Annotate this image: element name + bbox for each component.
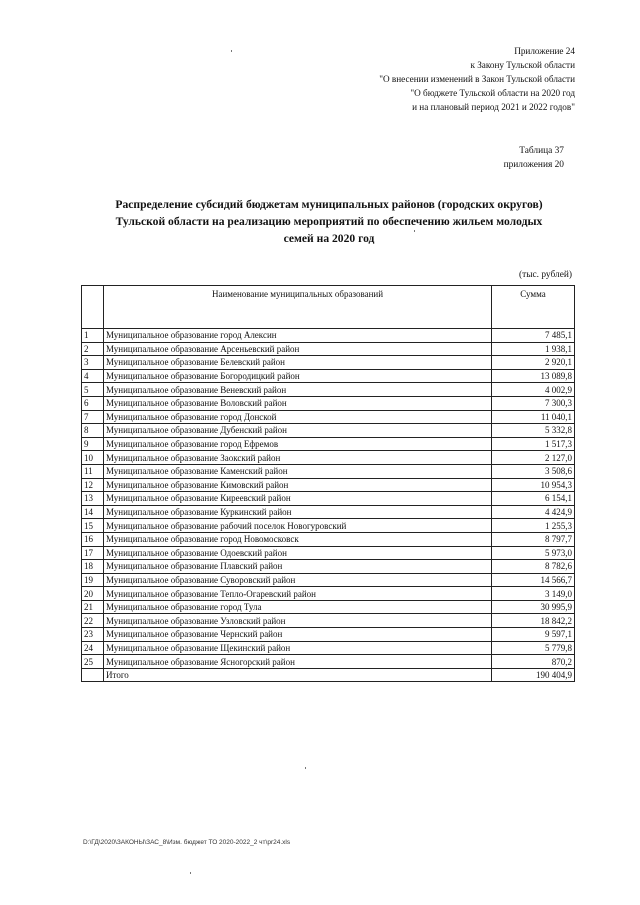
row-sum: 10 954,3 xyxy=(492,478,575,492)
header-number xyxy=(82,286,104,329)
row-name: Муниципальное образование Арсеньевский район xyxy=(104,342,492,356)
row-number: 6 xyxy=(82,396,104,410)
title-line-3: семей на 2020 год xyxy=(283,232,375,245)
row-sum: 13 089,8 xyxy=(492,369,575,383)
table-row xyxy=(82,464,575,478)
header-name: Наименование муниципальных образований xyxy=(104,286,492,329)
table-reference xyxy=(504,144,564,172)
row-sum: 8 797,7 xyxy=(492,532,575,546)
table-row xyxy=(82,356,575,370)
row-name: Муниципальное образование город Донской xyxy=(104,410,492,424)
table-ref-line-2: приложения 20 xyxy=(503,160,564,170)
row-sum: 5 779,8 xyxy=(492,641,575,655)
table-row xyxy=(82,560,575,574)
appendix-line-3: "О внесении изменений в Закон Тульской области xyxy=(379,74,575,84)
row-sum: 8 782,6 xyxy=(492,560,575,574)
table-row xyxy=(82,641,575,655)
row-sum: 30 995,9 xyxy=(492,600,575,614)
row-name: Муниципальное образование Каменский район xyxy=(104,464,492,478)
row-sum: 7 300,3 xyxy=(492,396,575,410)
row-number: 5 xyxy=(82,383,104,397)
table-row xyxy=(82,424,575,438)
row-number: 25 xyxy=(82,655,104,669)
table-row xyxy=(82,587,575,601)
row-sum: 9 597,1 xyxy=(492,628,575,642)
appendix-line-1: Приложение 24 xyxy=(514,46,575,56)
row-number: 2 xyxy=(82,342,104,356)
row-number: 19 xyxy=(82,573,104,587)
total-number-cell xyxy=(82,668,104,682)
row-sum: 18 842,2 xyxy=(492,614,575,628)
appendix-line-4: "О бюджете Тульской области на 2020 год xyxy=(410,88,575,98)
row-name: Муниципальное образование Ясногорский район xyxy=(104,655,492,669)
table-row xyxy=(82,342,575,356)
row-name: Муниципальное образование Узловский район xyxy=(104,614,492,628)
row-name: Муниципальное образование город Новомосковск xyxy=(104,532,492,546)
row-number: 24 xyxy=(82,641,104,655)
row-number: 10 xyxy=(82,451,104,465)
row-name: Муниципальное образование город Ефремов xyxy=(104,437,492,451)
title-line-1: Распределение субсидий бюджетам муниципальных районов (городских округов) xyxy=(115,198,543,211)
table-row xyxy=(82,329,575,343)
row-number: 14 xyxy=(82,505,104,519)
table-row xyxy=(82,519,575,533)
table-row xyxy=(82,383,575,397)
table-row xyxy=(82,600,575,614)
row-name: Муниципальное образование Щекинский район xyxy=(104,641,492,655)
units-label: (тыс. рублей) xyxy=(518,270,572,280)
row-sum: 870,2 xyxy=(492,655,575,669)
row-sum: 5 332,8 xyxy=(492,424,575,438)
table-ref-line-1: Таблица 37 xyxy=(519,146,564,156)
row-name: Муниципальное образование Куркинский район xyxy=(104,505,492,519)
table-row xyxy=(82,628,575,642)
row-name: Муниципальное образование город Алексин xyxy=(104,329,492,343)
row-number: 3 xyxy=(82,356,104,370)
row-sum: 1 938,1 xyxy=(492,342,575,356)
row-name: Муниципальное образование город Тула xyxy=(104,600,492,614)
row-number: 17 xyxy=(82,546,104,560)
row-sum: 2 920,1 xyxy=(492,356,575,370)
scan-speck xyxy=(231,50,232,52)
file-path-footer: D:\ГД\2020\ЗАКОНЫ\ЗАС_8\Изм. бюджет ТО 2020-2022_2 чт\pr24.xls xyxy=(83,839,291,846)
row-name: Муниципальное образование Богородицкий район xyxy=(104,369,492,383)
table-row xyxy=(82,410,575,424)
subsidy-table xyxy=(81,285,575,682)
row-number: 22 xyxy=(82,614,104,628)
appendix-line-2: к Закону Тульской области xyxy=(470,60,575,70)
row-name: Муниципальное образование Веневский район xyxy=(104,383,492,397)
table-row xyxy=(82,369,575,383)
scan-speck xyxy=(305,767,306,769)
total-sum: 190 404,9 xyxy=(492,668,575,682)
table-row xyxy=(82,437,575,451)
row-name: Муниципальное образование Тепло-Огаревский район xyxy=(104,587,492,601)
row-name: Муниципальное образование Чернский район xyxy=(104,628,492,642)
row-number: 21 xyxy=(82,600,104,614)
table-row xyxy=(82,505,575,519)
header-sum: Сумма xyxy=(492,286,575,329)
row-name: Муниципальное образование Дубенский район xyxy=(104,424,492,438)
row-sum: 4 002,9 xyxy=(492,383,575,397)
table-row xyxy=(82,492,575,506)
total-row xyxy=(82,668,575,682)
row-number: 1 xyxy=(82,329,104,343)
row-number: 15 xyxy=(82,519,104,533)
row-name: Муниципальное образование Плавский район xyxy=(104,560,492,574)
row-name: Муниципальное образование Кимовский район xyxy=(104,478,492,492)
row-sum: 11 040,1 xyxy=(492,410,575,424)
row-name: Муниципальное образование Воловский район xyxy=(104,396,492,410)
row-sum: 3 149,0 xyxy=(492,587,575,601)
row-number: 13 xyxy=(82,492,104,506)
row-name: Муниципальное образование Одоевский район xyxy=(104,546,492,560)
row-number: 4 xyxy=(82,369,104,383)
row-name: Муниципальное образование Заокский район xyxy=(104,451,492,465)
row-sum: 14 566,7 xyxy=(492,573,575,587)
row-sum: 1 517,3 xyxy=(492,437,575,451)
table-row xyxy=(82,655,575,669)
title-line-2: Тульской области на реализацию мероприятий по обеспечению жильем молодых xyxy=(115,215,543,228)
row-sum: 1 255,3 xyxy=(492,519,575,533)
table-row xyxy=(82,478,575,492)
row-name: Муниципальное образование Киреевский район xyxy=(104,492,492,506)
row-number: 16 xyxy=(82,532,104,546)
table-row xyxy=(82,614,575,628)
row-sum: 3 508,6 xyxy=(492,464,575,478)
row-name: Муниципальное образование рабочий поселок Новогуровский xyxy=(104,519,492,533)
row-number: 9 xyxy=(82,437,104,451)
table-row xyxy=(82,532,575,546)
table-body xyxy=(82,329,575,669)
row-number: 11 xyxy=(82,464,104,478)
table-row xyxy=(82,573,575,587)
row-number: 12 xyxy=(82,478,104,492)
document-title xyxy=(85,196,573,247)
total-label: Итого xyxy=(104,668,492,682)
row-number: 18 xyxy=(82,560,104,574)
row-number: 7 xyxy=(82,410,104,424)
row-sum: 7 485,1 xyxy=(492,329,575,343)
row-number: 8 xyxy=(82,424,104,438)
appendix-header xyxy=(379,44,575,114)
row-name: Муниципальное образование Суворовский район xyxy=(104,573,492,587)
row-sum: 5 973,0 xyxy=(492,546,575,560)
row-number: 23 xyxy=(82,628,104,642)
table-row xyxy=(82,546,575,560)
row-sum: 2 127,0 xyxy=(492,451,575,465)
row-name: Муниципальное образование Белевский район xyxy=(104,356,492,370)
table-header-row xyxy=(82,286,575,329)
table-row xyxy=(82,396,575,410)
appendix-line-5: и на плановый период 2021 и 2022 годов" xyxy=(412,102,575,112)
scan-speck xyxy=(414,230,415,232)
row-number: 20 xyxy=(82,587,104,601)
row-sum: 6 154,1 xyxy=(492,492,575,506)
row-sum: 4 424,9 xyxy=(492,505,575,519)
scan-speck xyxy=(190,872,191,874)
table-row xyxy=(82,451,575,465)
